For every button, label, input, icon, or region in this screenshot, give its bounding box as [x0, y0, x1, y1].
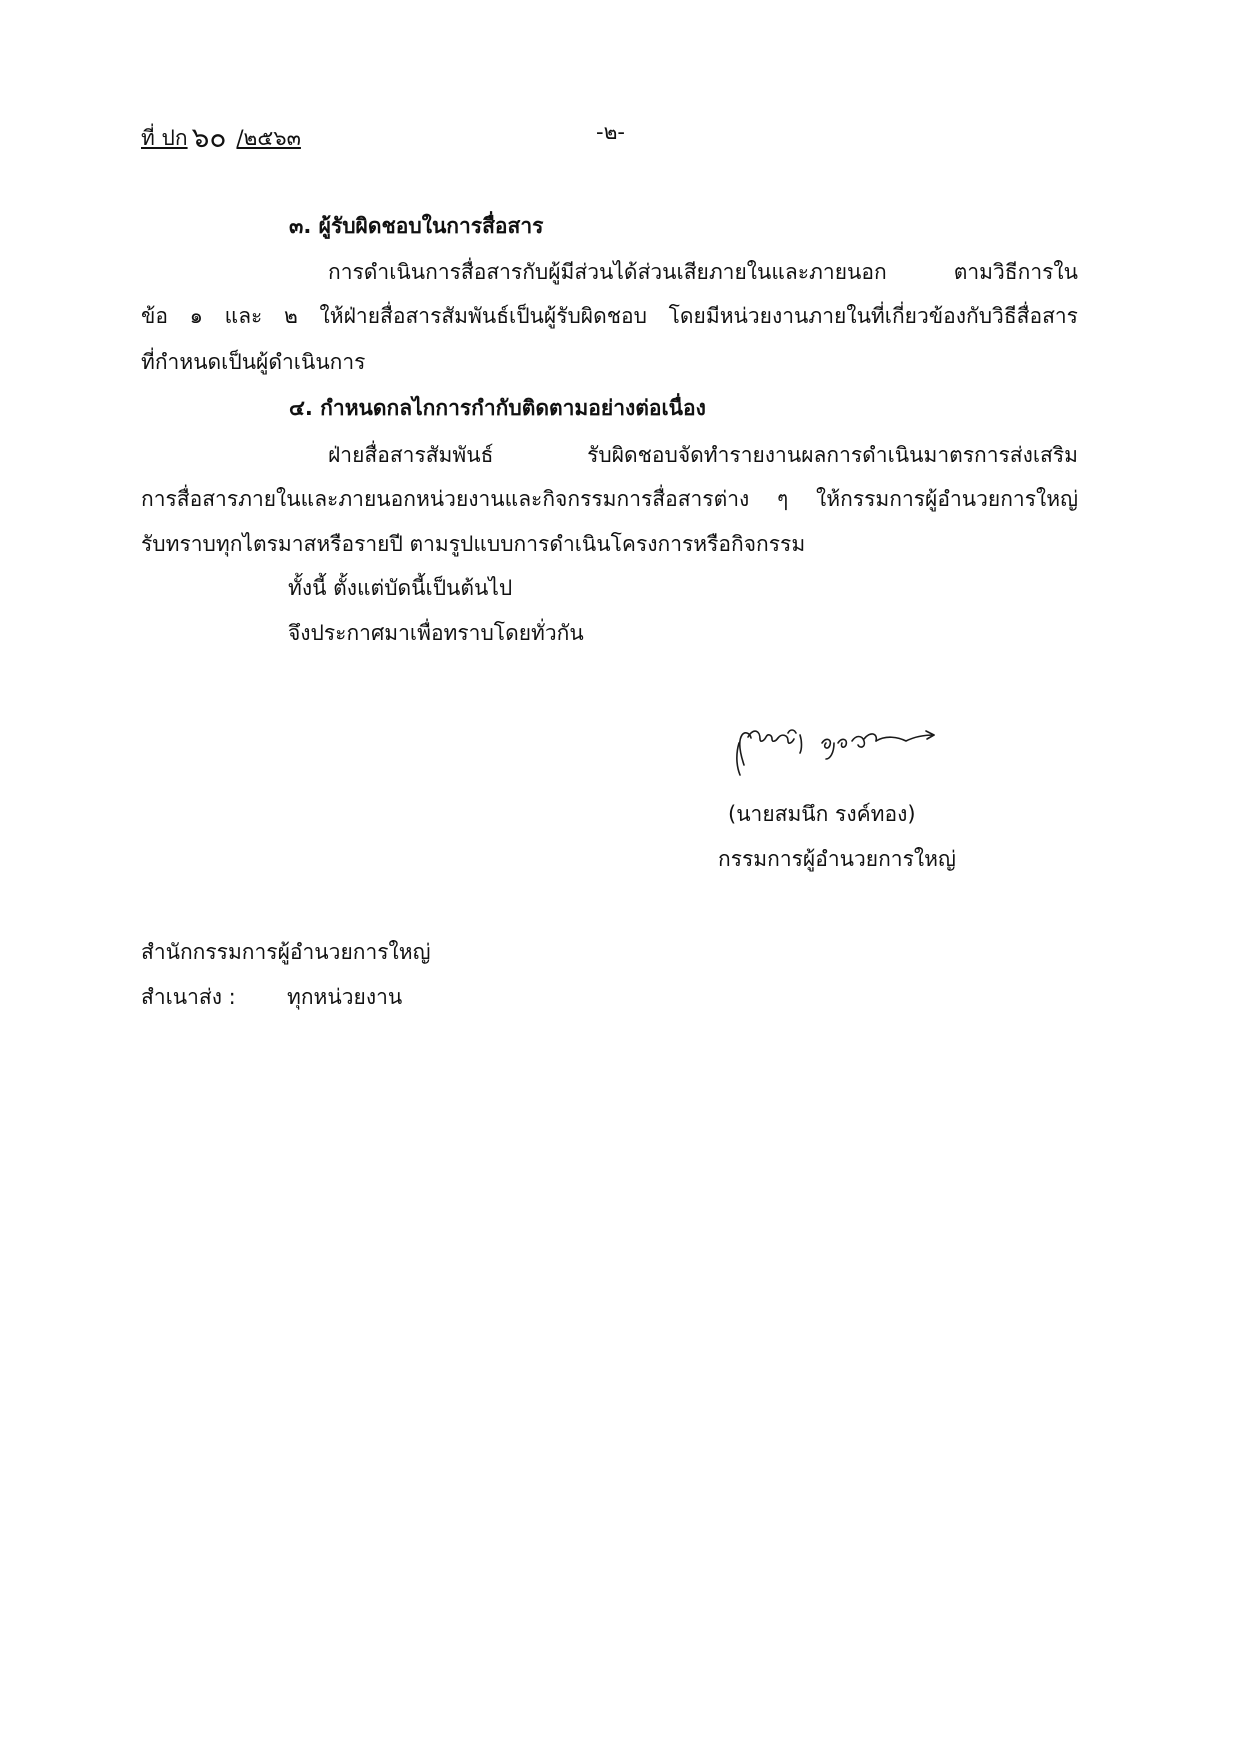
section-4-line-1 — [328, 441, 1078, 469]
reference-year: /๒๕๖๓ — [236, 126, 301, 150]
text-segment: การดำเนินการสื่อสารกับผู้มีส่วนได้ส่วนเสียภายในและภายนอก — [328, 260, 887, 284]
section-3-line-3: ที่กำหนดเป็นผู้ดำเนินการ — [141, 350, 366, 374]
text-segment: ให้ฝ่ายสื่อสารสัมพันธ์เป็นผู้รับผิดชอบ — [319, 304, 647, 328]
reference-number: ๖๐ — [191, 121, 227, 154]
signer-position: กรรมการผู้อำนวยการใหญ่ — [718, 847, 956, 871]
document-reference — [141, 116, 301, 160]
effective-statement: ทั้งนี้ ตั้งแต่บัดนี้เป็นต้นไป — [288, 576, 513, 600]
handwritten-signature — [730, 713, 950, 783]
text-segment: ตามวิธีการใน — [953, 260, 1078, 284]
text-segment: ข้อ — [141, 304, 168, 328]
text-segment: โดยมีหน่วยงานภายในที่เกี่ยวข้องกับวิธีสื่อสาร — [668, 304, 1078, 328]
signer-name: (นายสมนึก รงค์ทอง) — [728, 802, 916, 826]
section-4-heading: ๔. กำหนดกลไกการกำกับติดตามอย่างต่อเนื่อง — [289, 396, 706, 420]
text-segment: การสื่อสารภายในและภายนอกหน่วยงานและกิจกรรมการสื่อสารต่าง — [141, 487, 750, 511]
announcement-statement: จึงประกาศมาเพื่อทราบโดยทั่วกัน — [288, 621, 584, 645]
text-segment: ๒ — [284, 304, 298, 328]
section-3-line-1 — [328, 258, 1078, 286]
section-3-heading: ๓. ผู้รับผิดชอบในการสื่อสาร — [289, 214, 544, 238]
text-segment: ๑ — [189, 304, 203, 328]
text-segment: และ — [224, 304, 263, 328]
text-segment: ให้กรรมการผู้อำนวยการใหญ่ — [816, 487, 1078, 511]
text-segment: ๆ — [777, 487, 789, 511]
section-4-line-3: รับทราบทุกไตรมาสหรือรายปี ตามรูปแบบการดำเนินโครงการหรือกิจกรรม — [141, 532, 806, 556]
copy-to-label: สำเนาส่ง : — [141, 985, 236, 1009]
reference-prefix: ที่ ปก — [141, 126, 188, 150]
text-segment: รับผิดชอบจัดทำรายงานผลการดำเนินมาตรการส่งเสริม — [587, 443, 1078, 467]
section-3-line-2 — [141, 302, 1078, 330]
section-4-line-2 — [141, 485, 1078, 513]
copy-to-value: ทุกหน่วยงาน — [287, 985, 403, 1009]
page-number: -๒- — [596, 120, 625, 144]
issuing-office: สำนักกรรมการผู้อำนวยการใหญ่ — [141, 940, 431, 964]
text-segment: ฝ่ายสื่อสารสัมพันธ์ — [328, 443, 494, 467]
